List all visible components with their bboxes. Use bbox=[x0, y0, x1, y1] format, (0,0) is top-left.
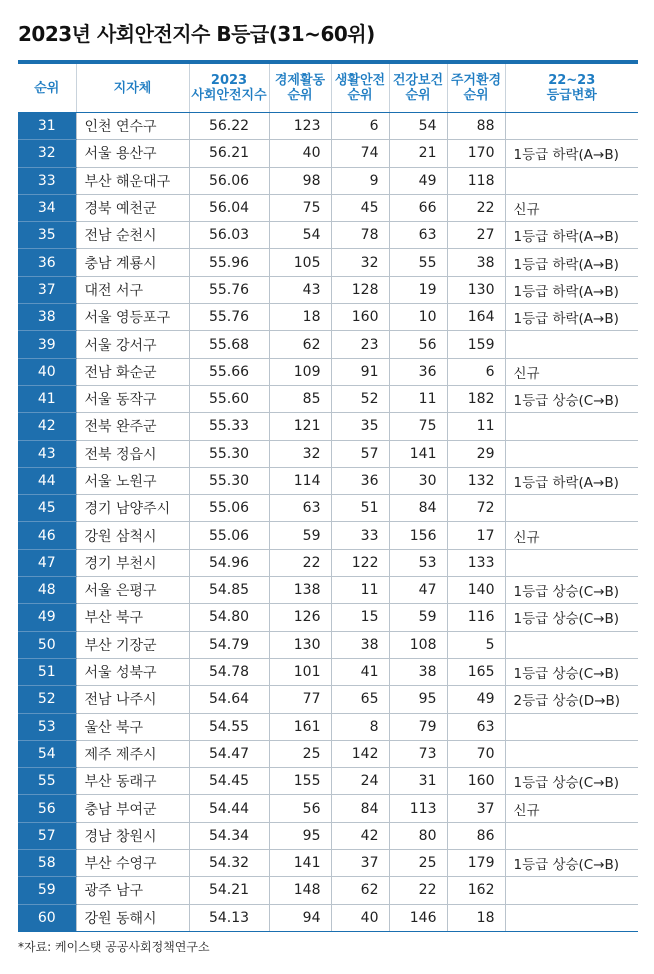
housing-rank-cell: 86 bbox=[447, 822, 505, 849]
grade-change-cell: 1등급 하락(A→B) bbox=[505, 467, 638, 494]
econ-rank-cell: 32 bbox=[269, 440, 331, 467]
housing-rank-cell: 165 bbox=[447, 658, 505, 685]
table-row bbox=[18, 631, 638, 658]
index-cell: 54.21 bbox=[189, 877, 269, 904]
life-rank-cell: 11 bbox=[331, 577, 389, 604]
health-rank-cell: 80 bbox=[389, 822, 447, 849]
grade-change-cell: 1등급 상승(C→B) bbox=[505, 768, 638, 795]
health-rank-cell: 84 bbox=[389, 495, 447, 522]
housing-rank-cell: 18 bbox=[447, 904, 505, 931]
table-row bbox=[18, 577, 638, 604]
housing-rank-cell: 27 bbox=[447, 222, 505, 249]
health-rank-cell: 56 bbox=[389, 331, 447, 358]
region-cell: 경남 창원시 bbox=[76, 822, 189, 849]
life-rank-cell: 15 bbox=[331, 604, 389, 631]
grade-change-cell: 1등급 하락(A→B) bbox=[505, 304, 638, 331]
table-row bbox=[18, 877, 638, 904]
table-row bbox=[18, 113, 638, 140]
table-row bbox=[18, 440, 638, 467]
housing-rank-cell: 140 bbox=[447, 577, 505, 604]
rank-cell: 58 bbox=[18, 850, 76, 877]
index-cell: 54.34 bbox=[189, 822, 269, 849]
econ-rank-cell: 95 bbox=[269, 822, 331, 849]
region-cell: 서울 노원구 bbox=[76, 467, 189, 494]
housing-rank-cell: 6 bbox=[447, 358, 505, 385]
health-rank-cell: 11 bbox=[389, 385, 447, 412]
table-row bbox=[18, 358, 638, 385]
region-cell: 전남 화순군 bbox=[76, 358, 189, 385]
health-rank-cell: 113 bbox=[389, 795, 447, 822]
grade-change-cell bbox=[505, 331, 638, 358]
health-rank-cell: 25 bbox=[389, 850, 447, 877]
life-rank-cell: 42 bbox=[331, 822, 389, 849]
index-cell: 54.44 bbox=[189, 795, 269, 822]
index-cell: 55.96 bbox=[189, 249, 269, 276]
region-cell: 광주 남구 bbox=[76, 877, 189, 904]
index-cell: 56.21 bbox=[189, 140, 269, 167]
life-rank-cell: 36 bbox=[331, 467, 389, 494]
health-rank-cell: 73 bbox=[389, 740, 447, 767]
region-cell: 서울 강서구 bbox=[76, 331, 189, 358]
grade-change-cell: 1등급 하락(A→B) bbox=[505, 249, 638, 276]
table-row bbox=[18, 331, 638, 358]
econ-rank-cell: 155 bbox=[269, 768, 331, 795]
index-cell: 56.04 bbox=[189, 194, 269, 221]
econ-rank-cell: 114 bbox=[269, 467, 331, 494]
econ-rank-cell: 75 bbox=[269, 194, 331, 221]
life-rank-cell: 142 bbox=[331, 740, 389, 767]
health-rank-cell: 95 bbox=[389, 686, 447, 713]
header-index: 2023 사회안전지수 bbox=[189, 64, 269, 113]
life-rank-cell: 23 bbox=[331, 331, 389, 358]
life-rank-cell: 32 bbox=[331, 249, 389, 276]
region-cell: 울산 북구 bbox=[76, 713, 189, 740]
table-row bbox=[18, 413, 638, 440]
rank-cell: 53 bbox=[18, 713, 76, 740]
index-cell: 55.33 bbox=[189, 413, 269, 440]
econ-rank-cell: 161 bbox=[269, 713, 331, 740]
region-cell: 부산 동래구 bbox=[76, 768, 189, 795]
grade-change-cell bbox=[505, 440, 638, 467]
health-rank-cell: 146 bbox=[389, 904, 447, 931]
life-rank-cell: 24 bbox=[331, 768, 389, 795]
econ-rank-cell: 59 bbox=[269, 522, 331, 549]
table-row bbox=[18, 140, 638, 167]
grade-change-cell: 2등급 상승(D→B) bbox=[505, 686, 638, 713]
rank-cell: 52 bbox=[18, 686, 76, 713]
housing-rank-cell: 29 bbox=[447, 440, 505, 467]
region-cell: 서울 성북구 bbox=[76, 658, 189, 685]
rank-cell: 54 bbox=[18, 740, 76, 767]
health-rank-cell: 59 bbox=[389, 604, 447, 631]
econ-rank-cell: 130 bbox=[269, 631, 331, 658]
grade-change-cell bbox=[505, 713, 638, 740]
housing-rank-cell: 49 bbox=[447, 686, 505, 713]
index-cell: 54.79 bbox=[189, 631, 269, 658]
housing-rank-cell: 63 bbox=[447, 713, 505, 740]
life-rank-cell: 40 bbox=[331, 904, 389, 931]
health-rank-cell: 38 bbox=[389, 658, 447, 685]
housing-rank-cell: 130 bbox=[447, 276, 505, 303]
econ-rank-cell: 56 bbox=[269, 795, 331, 822]
index-cell: 54.80 bbox=[189, 604, 269, 631]
life-rank-cell: 33 bbox=[331, 522, 389, 549]
index-cell: 55.68 bbox=[189, 331, 269, 358]
health-rank-cell: 79 bbox=[389, 713, 447, 740]
rank-cell: 51 bbox=[18, 658, 76, 685]
housing-rank-cell: 162 bbox=[447, 877, 505, 904]
grade-change-cell: 신규 bbox=[505, 795, 638, 822]
region-cell: 경기 부천시 bbox=[76, 549, 189, 576]
index-cell: 55.30 bbox=[189, 467, 269, 494]
life-rank-cell: 65 bbox=[331, 686, 389, 713]
econ-rank-cell: 18 bbox=[269, 304, 331, 331]
life-rank-cell: 38 bbox=[331, 631, 389, 658]
life-rank-cell: 62 bbox=[331, 877, 389, 904]
index-cell: 54.47 bbox=[189, 740, 269, 767]
header-housing: 주거환경 순위 bbox=[447, 64, 505, 113]
grade-change-cell: 1등급 하락(A→B) bbox=[505, 140, 638, 167]
index-cell: 54.85 bbox=[189, 577, 269, 604]
econ-rank-cell: 98 bbox=[269, 167, 331, 194]
grade-change-cell: 1등급 상승(C→B) bbox=[505, 658, 638, 685]
econ-rank-cell: 141 bbox=[269, 850, 331, 877]
housing-rank-cell: 37 bbox=[447, 795, 505, 822]
life-rank-cell: 9 bbox=[331, 167, 389, 194]
index-cell: 54.55 bbox=[189, 713, 269, 740]
housing-rank-cell: 159 bbox=[447, 331, 505, 358]
table-row bbox=[18, 276, 638, 303]
rank-cell: 55 bbox=[18, 768, 76, 795]
health-rank-cell: 30 bbox=[389, 467, 447, 494]
index-cell: 55.06 bbox=[189, 522, 269, 549]
econ-rank-cell: 54 bbox=[269, 222, 331, 249]
table-row bbox=[18, 385, 638, 412]
rank-cell: 49 bbox=[18, 604, 76, 631]
health-rank-cell: 63 bbox=[389, 222, 447, 249]
region-cell: 부산 북구 bbox=[76, 604, 189, 631]
index-cell: 54.13 bbox=[189, 904, 269, 931]
life-rank-cell: 84 bbox=[331, 795, 389, 822]
housing-rank-cell: 132 bbox=[447, 467, 505, 494]
rank-cell: 41 bbox=[18, 385, 76, 412]
index-cell: 55.06 bbox=[189, 495, 269, 522]
region-cell: 부산 수영구 bbox=[76, 850, 189, 877]
econ-rank-cell: 148 bbox=[269, 877, 331, 904]
grade-change-cell bbox=[505, 631, 638, 658]
rank-cell: 47 bbox=[18, 549, 76, 576]
housing-rank-cell: 118 bbox=[447, 167, 505, 194]
life-rank-cell: 37 bbox=[331, 850, 389, 877]
life-rank-cell: 128 bbox=[331, 276, 389, 303]
health-rank-cell: 66 bbox=[389, 194, 447, 221]
health-rank-cell: 75 bbox=[389, 413, 447, 440]
index-cell: 54.45 bbox=[189, 768, 269, 795]
grade-change-cell bbox=[505, 167, 638, 194]
econ-rank-cell: 126 bbox=[269, 604, 331, 631]
rank-cell: 35 bbox=[18, 222, 76, 249]
housing-rank-cell: 182 bbox=[447, 385, 505, 412]
health-rank-cell: 19 bbox=[389, 276, 447, 303]
econ-rank-cell: 40 bbox=[269, 140, 331, 167]
table-row bbox=[18, 850, 638, 877]
header-change: 22~23 등급변화 bbox=[505, 64, 638, 113]
health-rank-cell: 31 bbox=[389, 768, 447, 795]
index-cell: 55.30 bbox=[189, 440, 269, 467]
econ-rank-cell: 22 bbox=[269, 549, 331, 576]
econ-rank-cell: 109 bbox=[269, 358, 331, 385]
table-body bbox=[18, 113, 638, 932]
econ-rank-cell: 123 bbox=[269, 113, 331, 140]
housing-rank-cell: 5 bbox=[447, 631, 505, 658]
health-rank-cell: 21 bbox=[389, 140, 447, 167]
rank-cell: 46 bbox=[18, 522, 76, 549]
region-cell: 전남 나주시 bbox=[76, 686, 189, 713]
life-rank-cell: 52 bbox=[331, 385, 389, 412]
health-rank-cell: 47 bbox=[389, 577, 447, 604]
grade-change-cell bbox=[505, 740, 638, 767]
housing-rank-cell: 179 bbox=[447, 850, 505, 877]
housing-rank-cell: 133 bbox=[447, 549, 505, 576]
rank-cell: 43 bbox=[18, 440, 76, 467]
life-rank-cell: 160 bbox=[331, 304, 389, 331]
grade-change-cell bbox=[505, 877, 638, 904]
region-cell: 서울 은평구 bbox=[76, 577, 189, 604]
index-cell: 56.03 bbox=[189, 222, 269, 249]
region-cell: 강원 동해시 bbox=[76, 904, 189, 931]
econ-rank-cell: 25 bbox=[269, 740, 331, 767]
table-row bbox=[18, 167, 638, 194]
health-rank-cell: 22 bbox=[389, 877, 447, 904]
index-cell: 55.66 bbox=[189, 358, 269, 385]
index-cell: 54.78 bbox=[189, 658, 269, 685]
index-cell: 54.64 bbox=[189, 686, 269, 713]
table-row bbox=[18, 768, 638, 795]
region-cell: 대전 서구 bbox=[76, 276, 189, 303]
header-health: 건강보건 순위 bbox=[389, 64, 447, 113]
region-cell: 서울 동작구 bbox=[76, 385, 189, 412]
housing-rank-cell: 88 bbox=[447, 113, 505, 140]
region-cell: 전북 정읍시 bbox=[76, 440, 189, 467]
table-row bbox=[18, 740, 638, 767]
grade-change-cell: 신규 bbox=[505, 194, 638, 221]
housing-rank-cell: 170 bbox=[447, 140, 505, 167]
health-rank-cell: 55 bbox=[389, 249, 447, 276]
region-cell: 서울 영등포구 bbox=[76, 304, 189, 331]
grade-change-cell bbox=[505, 904, 638, 931]
region-cell: 강원 삼척시 bbox=[76, 522, 189, 549]
life-rank-cell: 74 bbox=[331, 140, 389, 167]
region-cell: 전북 완주군 bbox=[76, 413, 189, 440]
index-cell: 56.22 bbox=[189, 113, 269, 140]
housing-rank-cell: 72 bbox=[447, 495, 505, 522]
econ-rank-cell: 101 bbox=[269, 658, 331, 685]
housing-rank-cell: 22 bbox=[447, 194, 505, 221]
region-cell: 충남 부여군 bbox=[76, 795, 189, 822]
table-row bbox=[18, 249, 638, 276]
health-rank-cell: 156 bbox=[389, 522, 447, 549]
grade-change-cell: 신규 bbox=[505, 522, 638, 549]
econ-rank-cell: 138 bbox=[269, 577, 331, 604]
rank-cell: 42 bbox=[18, 413, 76, 440]
grade-change-cell bbox=[505, 822, 638, 849]
econ-rank-cell: 43 bbox=[269, 276, 331, 303]
grade-change-cell: 1등급 상승(C→B) bbox=[505, 850, 638, 877]
grade-change-cell bbox=[505, 549, 638, 576]
table-row bbox=[18, 713, 638, 740]
life-rank-cell: 78 bbox=[331, 222, 389, 249]
housing-rank-cell: 164 bbox=[447, 304, 505, 331]
rank-cell: 33 bbox=[18, 167, 76, 194]
econ-rank-cell: 94 bbox=[269, 904, 331, 931]
rank-cell: 44 bbox=[18, 467, 76, 494]
housing-rank-cell: 38 bbox=[447, 249, 505, 276]
econ-rank-cell: 121 bbox=[269, 413, 331, 440]
health-rank-cell: 141 bbox=[389, 440, 447, 467]
rank-cell: 56 bbox=[18, 795, 76, 822]
region-cell: 부산 기장군 bbox=[76, 631, 189, 658]
life-rank-cell: 6 bbox=[331, 113, 389, 140]
life-rank-cell: 57 bbox=[331, 440, 389, 467]
housing-rank-cell: 116 bbox=[447, 604, 505, 631]
rank-cell: 48 bbox=[18, 577, 76, 604]
table-row bbox=[18, 686, 638, 713]
rank-cell: 45 bbox=[18, 495, 76, 522]
rank-cell: 32 bbox=[18, 140, 76, 167]
grade-change-cell bbox=[505, 495, 638, 522]
index-cell: 56.06 bbox=[189, 167, 269, 194]
rank-cell: 39 bbox=[18, 331, 76, 358]
table-row bbox=[18, 658, 638, 685]
rank-cell: 31 bbox=[18, 113, 76, 140]
grade-change-cell: 1등급 상승(C→B) bbox=[505, 604, 638, 631]
life-rank-cell: 91 bbox=[331, 358, 389, 385]
table-row bbox=[18, 194, 638, 221]
housing-rank-cell: 160 bbox=[447, 768, 505, 795]
header-econ: 경제활동 순위 bbox=[269, 64, 331, 113]
index-cell: 55.60 bbox=[189, 385, 269, 412]
grade-change-cell: 1등급 하락(A→B) bbox=[505, 222, 638, 249]
health-rank-cell: 53 bbox=[389, 549, 447, 576]
grade-change-cell bbox=[505, 413, 638, 440]
rank-cell: 60 bbox=[18, 904, 76, 931]
table-row bbox=[18, 222, 638, 249]
region-cell: 충남 계룡시 bbox=[76, 249, 189, 276]
header-life: 생활안전 순위 bbox=[331, 64, 389, 113]
page-title: 2023년 사회안전지수 B등급(31~60위) bbox=[18, 22, 375, 46]
ranking-table bbox=[18, 64, 638, 932]
table-row bbox=[18, 904, 638, 931]
housing-rank-cell: 11 bbox=[447, 413, 505, 440]
source-note: *자료: 케이스탯 공공사회정책연구소 bbox=[18, 940, 210, 954]
index-cell: 54.96 bbox=[189, 549, 269, 576]
header-region: 지자체 bbox=[76, 64, 189, 113]
housing-rank-cell: 17 bbox=[447, 522, 505, 549]
table-row bbox=[18, 522, 638, 549]
econ-rank-cell: 105 bbox=[269, 249, 331, 276]
region-cell: 서울 용산구 bbox=[76, 140, 189, 167]
life-rank-cell: 122 bbox=[331, 549, 389, 576]
region-cell: 전남 순천시 bbox=[76, 222, 189, 249]
life-rank-cell: 8 bbox=[331, 713, 389, 740]
health-rank-cell: 108 bbox=[389, 631, 447, 658]
region-cell: 인천 연수구 bbox=[76, 113, 189, 140]
grade-change-cell: 1등급 하락(A→B) bbox=[505, 276, 638, 303]
region-cell: 부산 해운대구 bbox=[76, 167, 189, 194]
table-row bbox=[18, 304, 638, 331]
table-row bbox=[18, 549, 638, 576]
housing-rank-cell: 70 bbox=[447, 740, 505, 767]
region-cell: 제주 제주시 bbox=[76, 740, 189, 767]
rank-cell: 57 bbox=[18, 822, 76, 849]
health-rank-cell: 49 bbox=[389, 167, 447, 194]
health-rank-cell: 36 bbox=[389, 358, 447, 385]
table-row bbox=[18, 795, 638, 822]
region-cell: 경북 예천군 bbox=[76, 194, 189, 221]
region-cell: 경기 남양주시 bbox=[76, 495, 189, 522]
index-cell: 54.32 bbox=[189, 850, 269, 877]
table-row bbox=[18, 604, 638, 631]
table-row bbox=[18, 822, 638, 849]
rank-cell: 40 bbox=[18, 358, 76, 385]
table-row bbox=[18, 495, 638, 522]
health-rank-cell: 10 bbox=[389, 304, 447, 331]
health-rank-cell: 54 bbox=[389, 113, 447, 140]
life-rank-cell: 51 bbox=[331, 495, 389, 522]
rank-cell: 36 bbox=[18, 249, 76, 276]
econ-rank-cell: 63 bbox=[269, 495, 331, 522]
rank-cell: 37 bbox=[18, 276, 76, 303]
life-rank-cell: 35 bbox=[331, 413, 389, 440]
table-header-row bbox=[18, 64, 638, 113]
econ-rank-cell: 77 bbox=[269, 686, 331, 713]
rank-cell: 50 bbox=[18, 631, 76, 658]
life-rank-cell: 41 bbox=[331, 658, 389, 685]
grade-change-cell: 신규 bbox=[505, 358, 638, 385]
table-row bbox=[18, 467, 638, 494]
econ-rank-cell: 62 bbox=[269, 331, 331, 358]
rank-cell: 38 bbox=[18, 304, 76, 331]
rank-cell: 59 bbox=[18, 877, 76, 904]
life-rank-cell: 45 bbox=[331, 194, 389, 221]
rank-cell: 34 bbox=[18, 194, 76, 221]
grade-change-cell bbox=[505, 113, 638, 140]
index-cell: 55.76 bbox=[189, 304, 269, 331]
header-rank: 순위 bbox=[18, 64, 76, 113]
econ-rank-cell: 85 bbox=[269, 385, 331, 412]
grade-change-cell: 1등급 상승(C→B) bbox=[505, 577, 638, 604]
index-cell: 55.76 bbox=[189, 276, 269, 303]
grade-change-cell: 1등급 상승(C→B) bbox=[505, 385, 638, 412]
